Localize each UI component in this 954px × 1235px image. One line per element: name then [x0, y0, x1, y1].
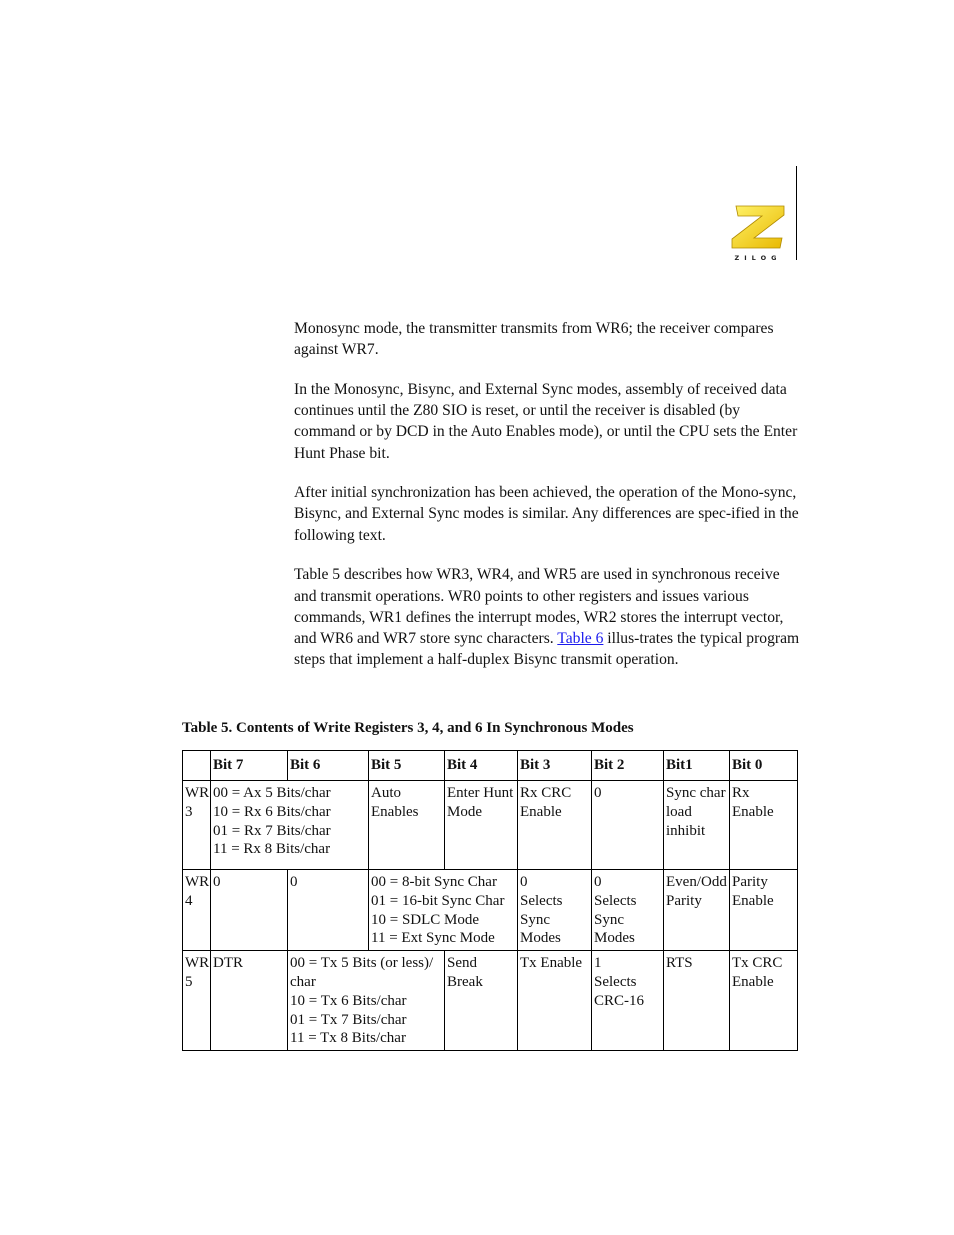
table-cell: 00 = Ax 5 Bits/char 10 = Rx 6 Bits/char 01 = Rx 7 Bits/char 11 = Rx 8 Bits/char — [211, 781, 369, 870]
table-cell: Parity Enable — [730, 870, 798, 951]
table-cell: RTS — [664, 951, 730, 1051]
table-6-link[interactable]: Table 6 — [557, 629, 604, 647]
table-cell: Tx CRC Enable — [730, 951, 798, 1051]
table-caption: Table 5. Contents of Write Registers 3, 4, and 6 In Synchronous Modes — [182, 720, 634, 736]
paragraph-text: Table 5 describes how WR3, WR4, and WR5 are used in synchronous receive and transmit operations. WR0 points to other registers and issues various commands, WR1 defines the interrupt modes, WR2 stores the interrupt vector, and WR6 and WR7 store sync characters. — [294, 566, 784, 647]
table-cell: Rx CRC Enable — [518, 781, 592, 870]
register-cell: WR 4 — [183, 870, 211, 951]
table-row-wr5 — [183, 951, 798, 1051]
paragraph-text: illus-trates the typical program steps that implement a half-duplex Bisync transmit operation. — [294, 629, 800, 669]
header-rule — [796, 166, 797, 260]
header-cell: Bit1 — [664, 751, 730, 781]
paragraph: After initial synchronization has been achieved, the operation of the Mono-sync, Bisync, and External Sync modes is similar. Any differences are spec-ified in the following text. — [294, 484, 799, 544]
table-cell: 0 — [288, 870, 369, 951]
table-header-row — [183, 751, 798, 781]
header-cell: Bit 0 — [730, 751, 798, 781]
header-cell — [183, 751, 211, 781]
paragraph: In the Monosync, Bisync, and External Sync modes, assembly of received data continues until the Z80 SIO is reset, or until the receiver is disabled (by command or by DCD in the Auto Enables mode), or until the CPU sets the Enter Hunt Phase bit. — [294, 380, 798, 462]
table-cell: Sync char load inhibit — [664, 781, 730, 870]
zilog-z-icon — [728, 202, 788, 252]
body-text — [294, 318, 802, 689]
table-cell: 1 Selects CRC-16 — [592, 951, 664, 1051]
logo-wordmark: ZILOG — [734, 254, 782, 262]
table-row-wr3 — [183, 781, 798, 870]
register-cell: WR 3 — [183, 781, 211, 870]
header-cell: Bit 2 — [592, 751, 664, 781]
table-cell: DTR — [211, 951, 288, 1051]
header-cell: Bit 4 — [445, 751, 518, 781]
paragraph: Monosync mode, the transmitter transmits from WR6; the receiver compares against WR7. — [294, 320, 774, 359]
table-cell: Auto Enables — [369, 781, 445, 870]
write-registers-table — [182, 750, 798, 1051]
table-cell: 00 = 8-bit Sync Char 01 = 16-bit Sync Char 10 = SDLC Mode 11 = Ext Sync Mode — [369, 870, 518, 951]
table-cell: 0 — [592, 781, 664, 870]
zilog-logo — [728, 202, 788, 264]
paragraph — [294, 564, 802, 670]
table-cell: Enter Hunt Mode — [445, 781, 518, 870]
table-cell: 0 — [211, 870, 288, 951]
header-cell: Bit 7 — [211, 751, 288, 781]
table-cell: Tx Enable — [518, 951, 592, 1051]
header-cell: Bit 6 — [288, 751, 369, 781]
table-row-wr4 — [183, 870, 798, 951]
table-cell: Even/Odd Parity — [664, 870, 730, 951]
table-cell: 0 Selects Sync Modes — [518, 870, 592, 951]
header-cell: Bit 3 — [518, 751, 592, 781]
register-cell: WR 5 — [183, 951, 211, 1051]
table-cell: 00 = Tx 5 Bits (or less)/ char 10 = Tx 6 Bits/char 01 = Tx 7 Bits/char 11 = Tx 8 Bits/char — [288, 951, 445, 1051]
table-cell: Rx Enable — [730, 781, 798, 870]
table-cell: Send Break — [445, 951, 518, 1051]
header-cell: Bit 5 — [369, 751, 445, 781]
table-cell: 0 Selects Sync Modes — [592, 870, 664, 951]
